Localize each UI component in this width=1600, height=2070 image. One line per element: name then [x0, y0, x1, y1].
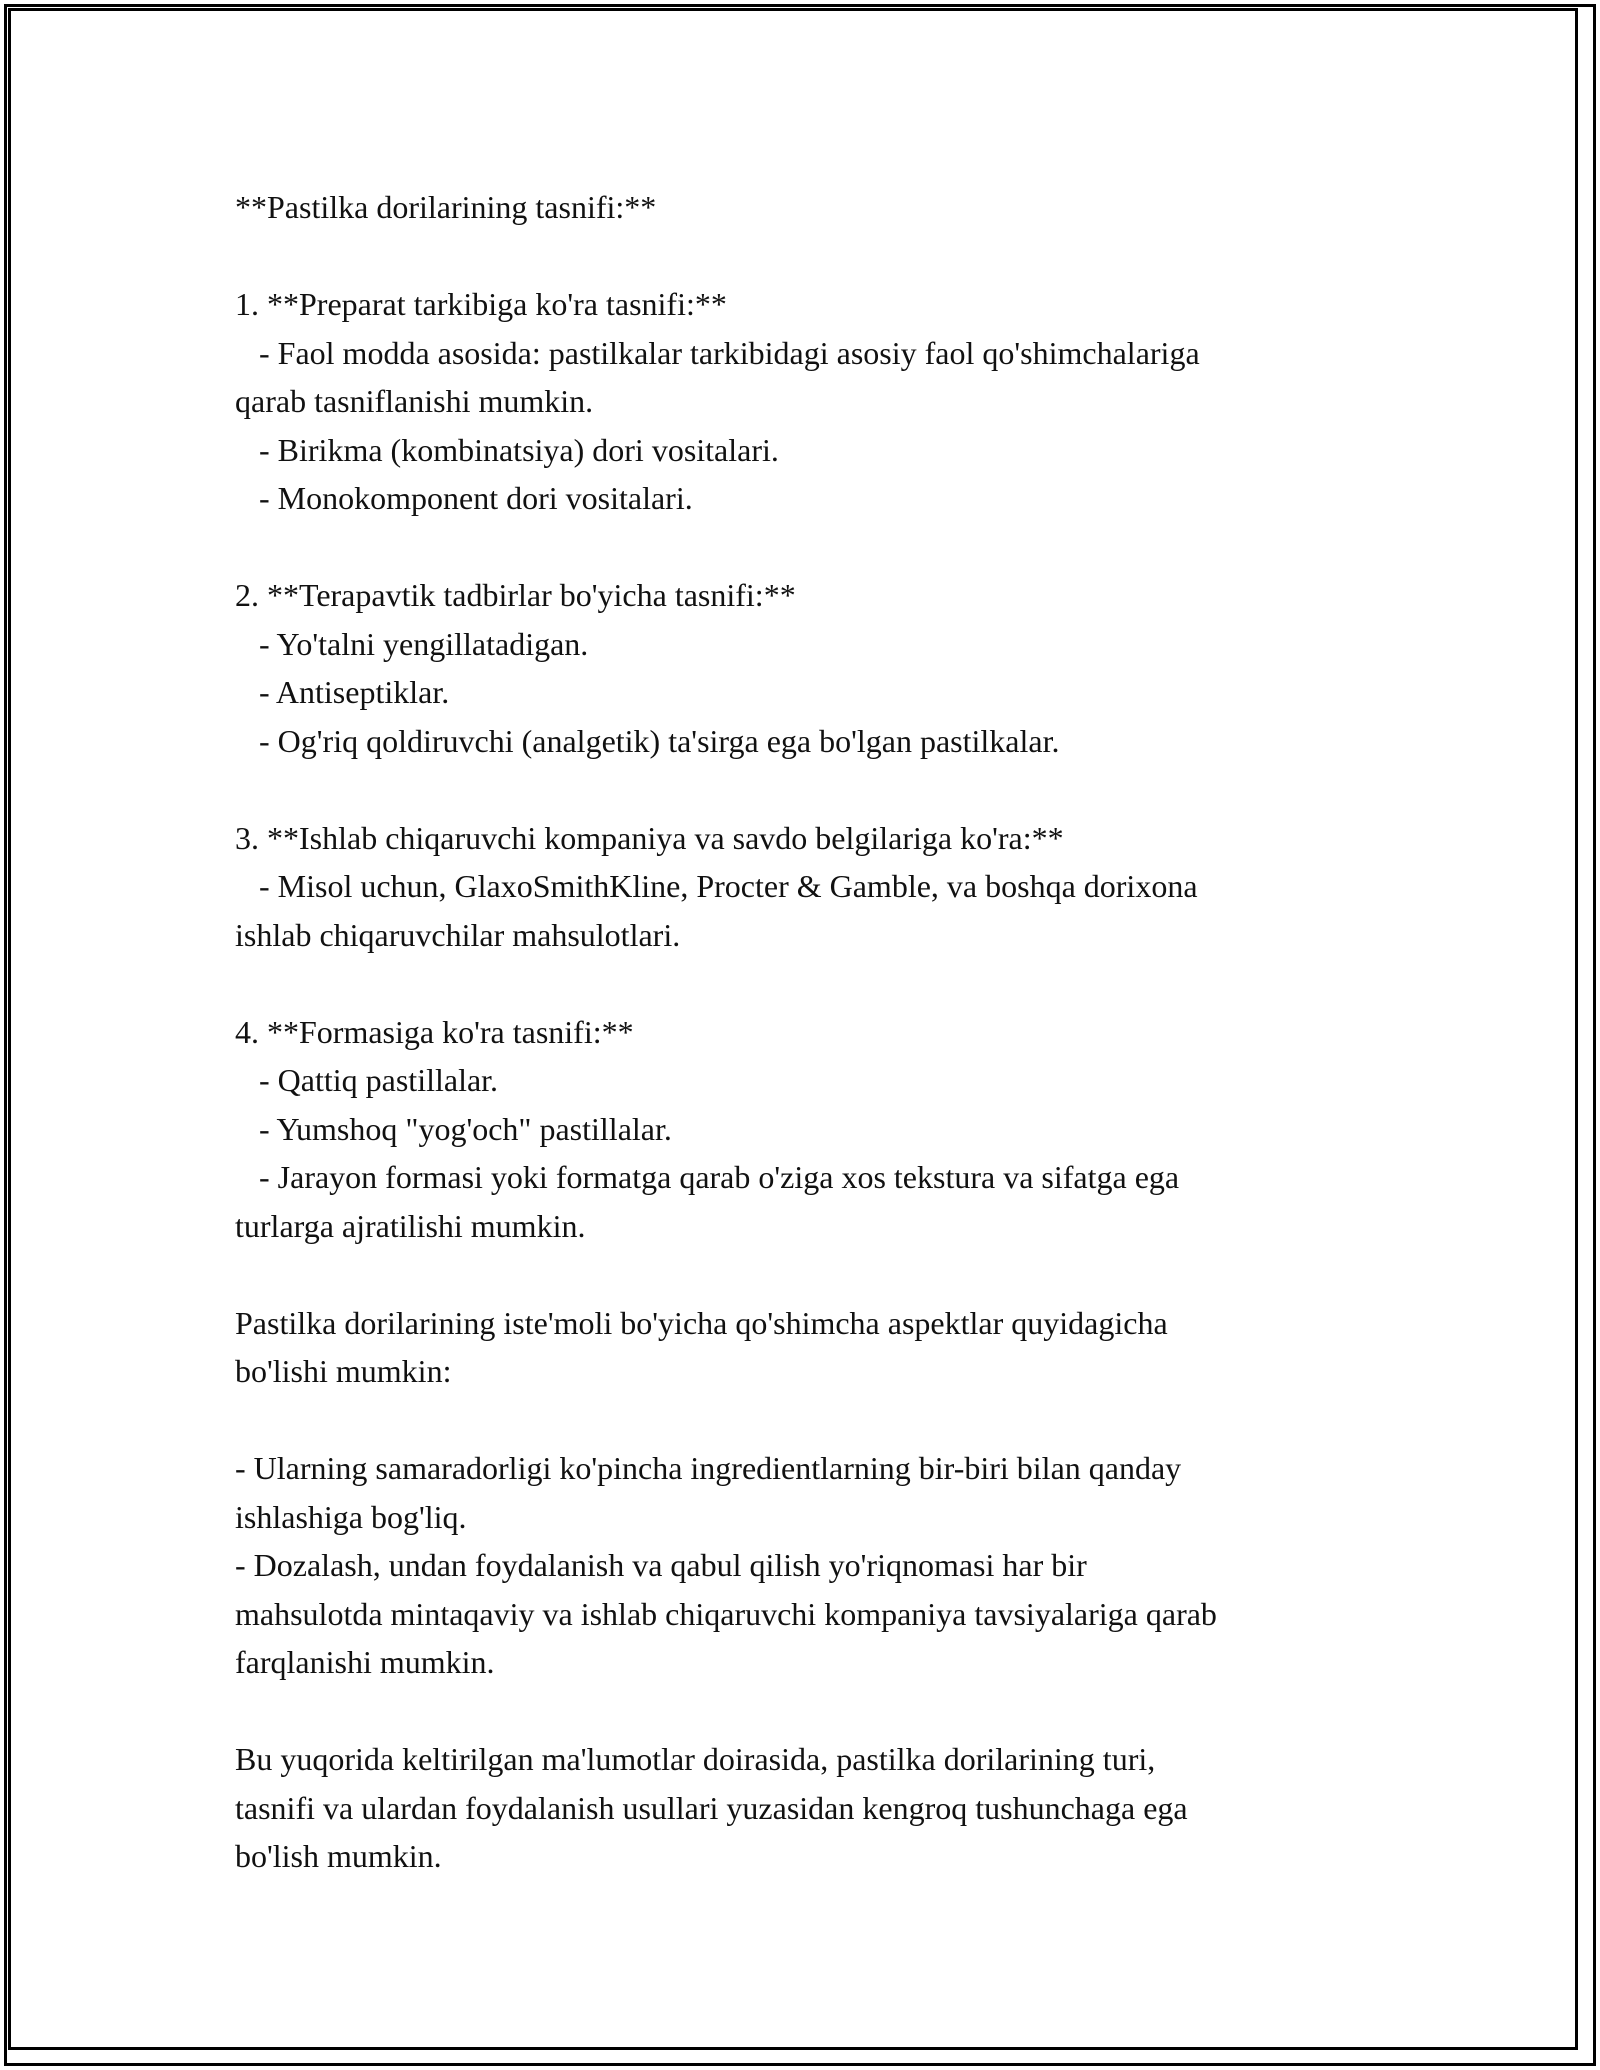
blank-line — [235, 959, 1375, 1008]
list-item: - Birikma (kombinatsiya) dori vositalari. — [235, 431, 779, 468]
section-heading: 1. **Preparat tarkibiga ko'ra tasnifi:** — [235, 286, 727, 322]
document-body — [235, 183, 1375, 1881]
blank-line — [235, 1250, 1375, 1299]
paragraph-line: bo'lishi mumkin: — [235, 1353, 452, 1389]
blank-line — [235, 523, 1375, 572]
paragraph-line: Pastilka dorilarining iste'moli bo'yicha qo'shimcha aspektlar quyidagicha — [235, 1304, 1168, 1341]
list-item: - Antiseptiklar. — [235, 674, 450, 710]
paragraph-line: tasnifi va ulardan foydalanish usullari yuzasidan kengroq tushunchaga ega — [235, 1789, 1188, 1826]
blank-line — [235, 232, 1375, 281]
blank-line — [235, 1687, 1375, 1736]
section-heading: 4. **Formasiga ko'ra tasnifi:** — [235, 1013, 634, 1050]
section-heading: 2. **Terapavtik tadbirlar bo'yicha tasnifi:** — [235, 577, 796, 613]
list-item: - Monokomponent dori vositalari. — [235, 480, 693, 516]
bullet-line: - Ularning samaradorligi ko'pincha ingredientlarning bir-biri bilan qanday — [235, 1450, 1182, 1486]
document-title: **Pastilka dorilarining tasnifi:** — [235, 189, 657, 225]
section-heading: 3. **Ishlab chiqaruvchi kompaniya va savdo belgilariga ko'ra:** — [235, 819, 1064, 856]
list-item: - Yo'talni yengillatadigan. — [235, 625, 589, 662]
bullet-line-continuation: ishlashiga bog'liq. — [235, 1498, 467, 1535]
list-item-continuation: ishlab chiqaruvchilar mahsulotlari. — [235, 916, 681, 953]
list-item-continuation: turlarga ajratilishi mumkin. — [235, 1207, 586, 1244]
bullet-line-continuation: mahsulotda mintaqaviy va ishlab chiqaruvchi kompaniya tavsiyalariga qarab — [235, 1595, 1217, 1632]
list-item: - Misol uchun, GlaxoSmithKline, Procter & Gamble, va boshqa dorixona — [235, 868, 1198, 904]
paragraph-line: bo'lish mumkin. — [235, 1838, 442, 1874]
bullet-line: - Dozalash, undan foydalanish va qabul qilish yo'riqnomasi har bir — [235, 1547, 1087, 1583]
blank-line — [235, 765, 1375, 814]
bullet-line-continuation: farqlanishi mumkin. — [235, 1644, 495, 1680]
blank-line — [235, 1396, 1375, 1445]
list-item: - Qattiq pastillalar. — [235, 1062, 499, 1098]
list-item-continuation: qarab tasniflanishi mumkin. — [235, 383, 594, 419]
paragraph-line: Bu yuqorida keltirilgan ma'lumotlar doirasida, pastilka dorilarining turi, — [235, 1741, 1156, 1777]
list-item: - Yumshoq "yog'och" pastillalar. — [235, 1110, 672, 1147]
list-item: - Jarayon formasi yoki formatga qarab o'ziga xos tekstura va sifatga ega — [235, 1159, 1180, 1195]
list-item: - Og'riq qoldiruvchi (analgetik) ta'sirga ega bo'lgan pastilkalar. — [235, 722, 1060, 759]
list-item: - Faol modda asosida: pastilkalar tarkibidagi asosiy faol qo'shimchalariga — [235, 334, 1200, 371]
